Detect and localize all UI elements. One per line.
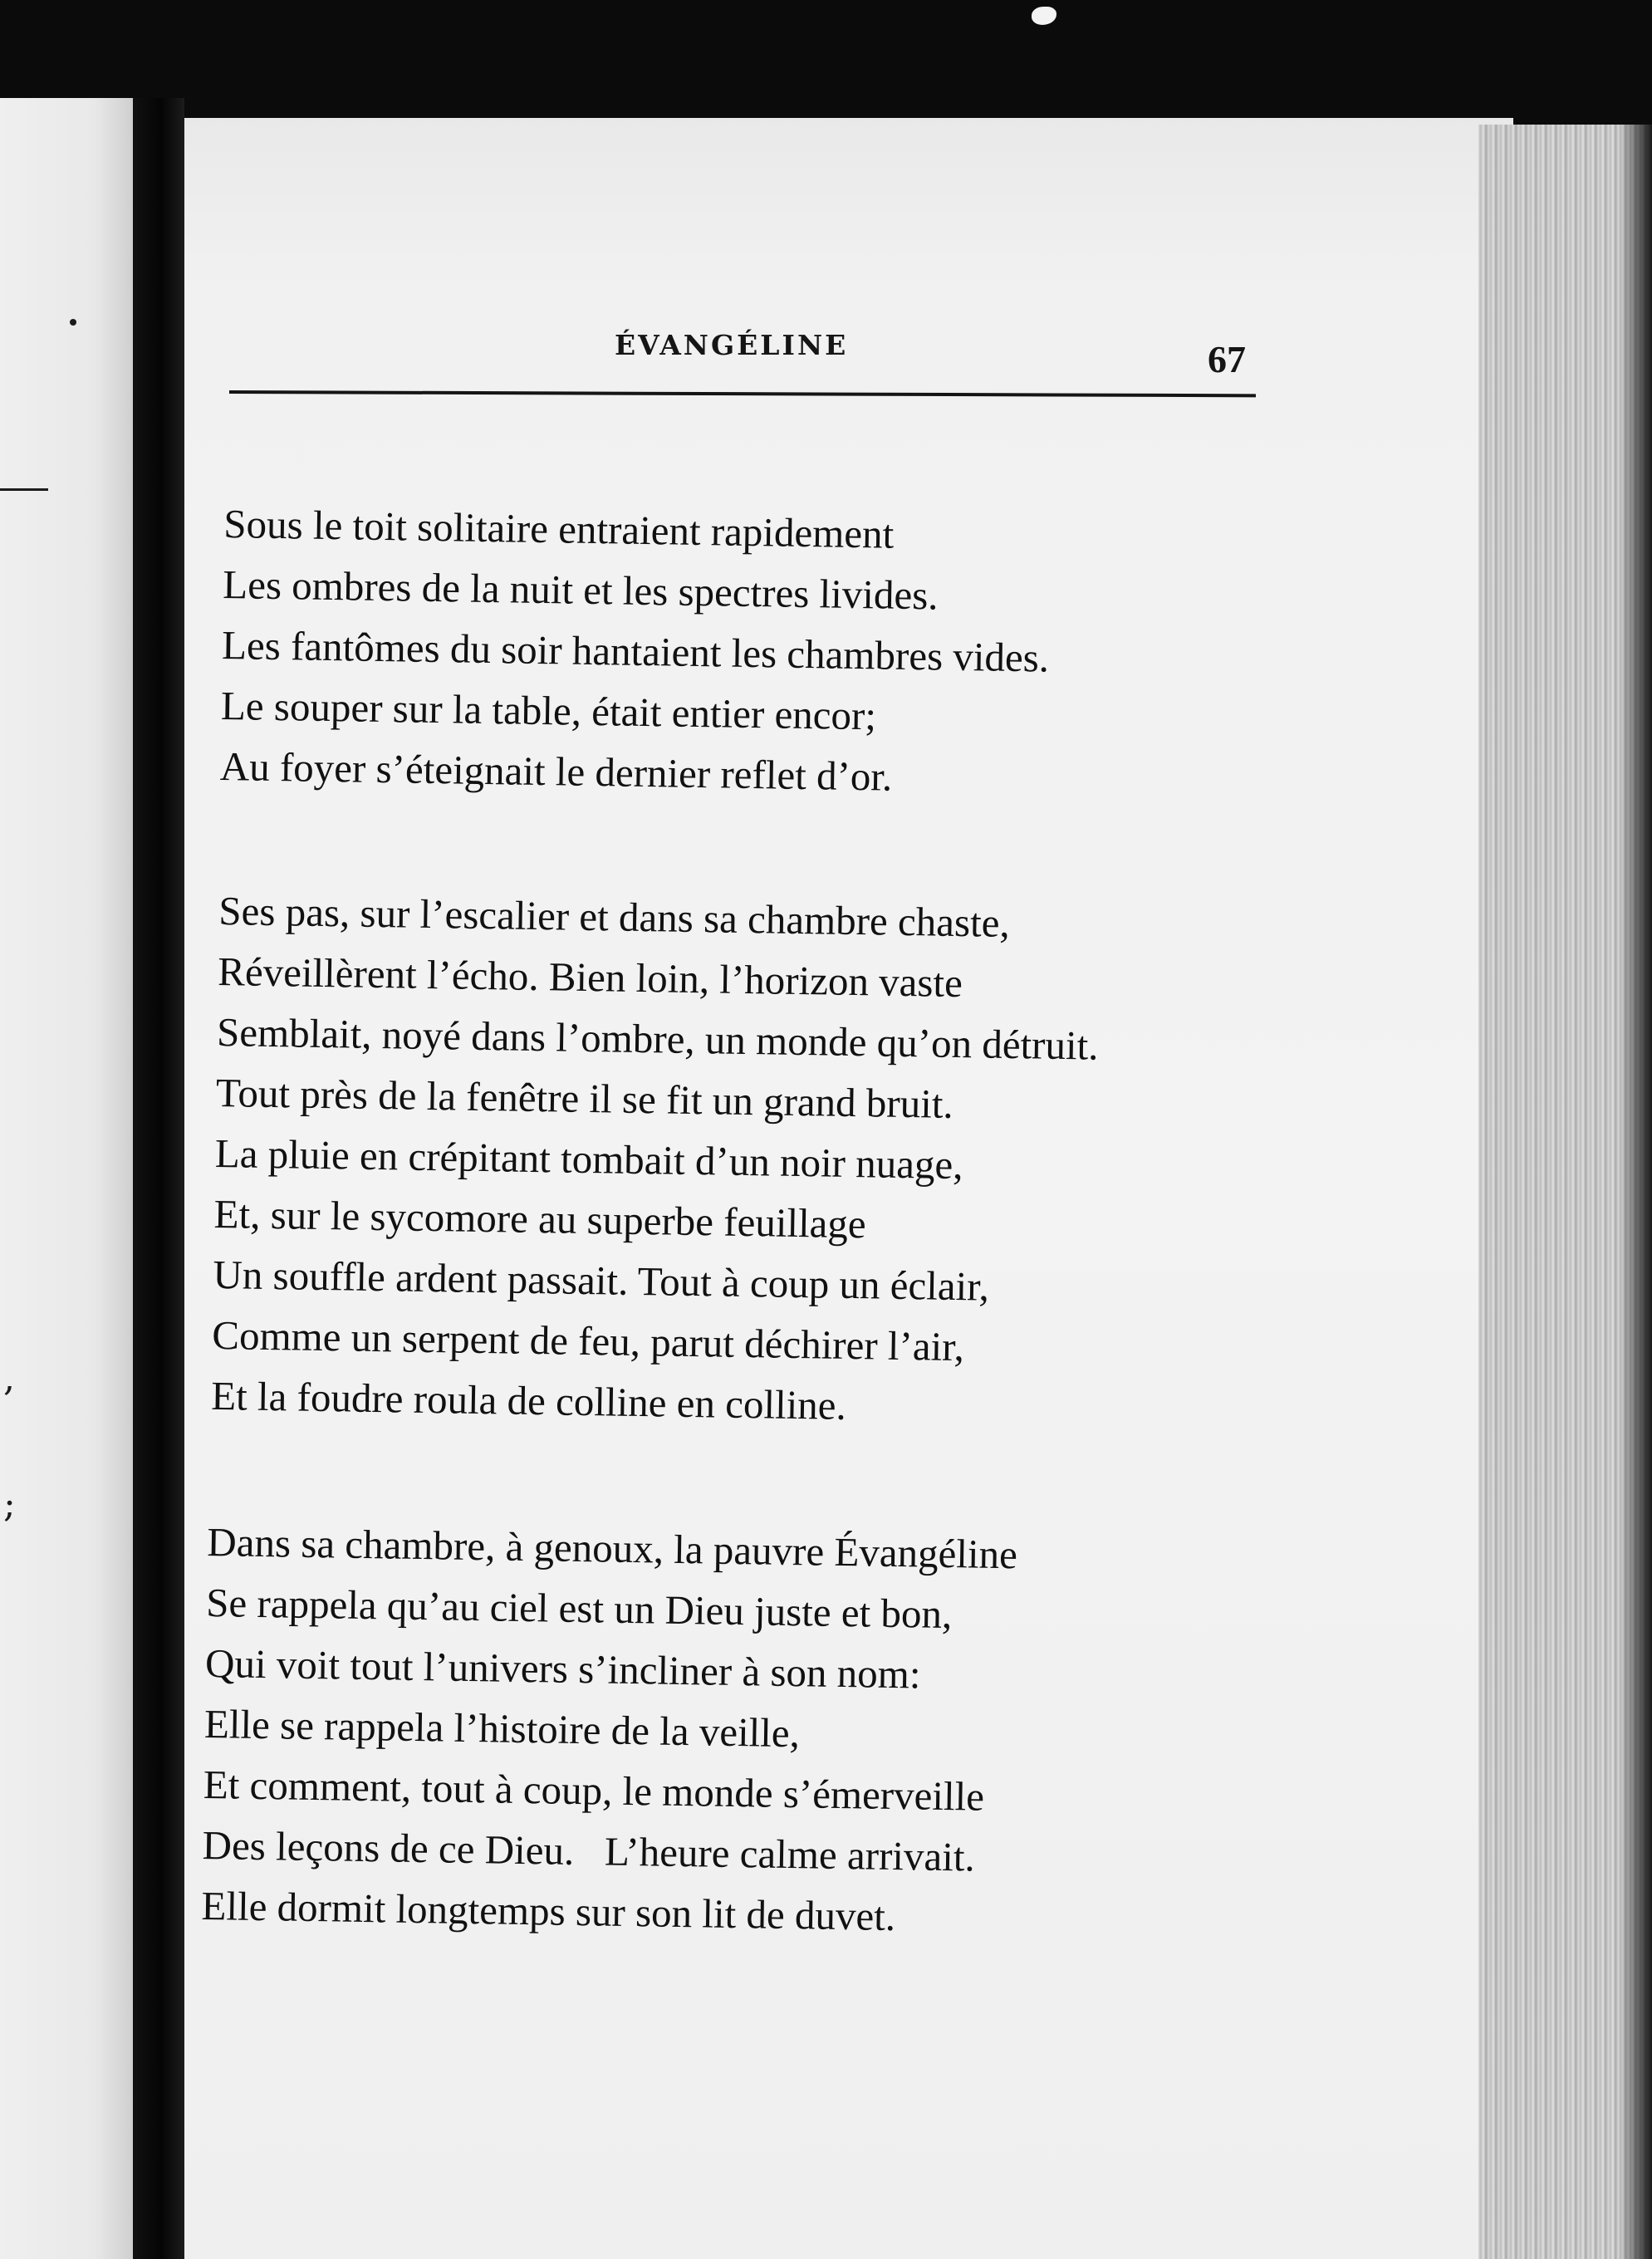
verse-line: Et la foudre roula de colline en colline. <box>210 1372 847 1428</box>
stanza <box>219 493 1051 810</box>
page-edges <box>1478 125 1652 2259</box>
verse-line: Semblait, noyé dans l’ombre, un monde qu’on détruit. <box>216 1008 1099 1069</box>
verse-line: La pluie en crépitant tombait d’un noir nuage, <box>214 1130 963 1188</box>
verse-line: Comme un serpent de feu, parut déchirer l’air, <box>211 1311 965 1370</box>
verse-line: Elle se rappela l’histoire de la veille, <box>203 1700 801 1757</box>
verse-line: Des leçons de ce Dieu. L’heure calme arrivait. <box>202 1821 976 1880</box>
verse-line: Et comment, tout à coup, le monde s’émerveille <box>203 1761 985 1820</box>
verse-line: Dans sa chambre, à genoux, la pauvre Évangéline <box>206 1518 1018 1578</box>
verse-line: Sous le toit solitaire entraient rapidement <box>223 500 895 557</box>
facing-page-mark: ; <box>3 1483 16 1526</box>
verse-line: Au foyer s’éteignait le dernier reflet d’or. <box>219 742 893 800</box>
stanza <box>211 880 1101 1440</box>
running-head: ÉVANGÉLINE <box>615 329 849 361</box>
verse-line: Le souper sur la table, était entier encor; <box>220 682 877 739</box>
verse-line: Et, sur le sycomore au superbe feuillage <box>213 1190 867 1247</box>
verse-line: Réveillèrent l’écho. Bien loin, l’horizon vaste <box>217 948 963 1007</box>
facing-page <box>0 98 133 2259</box>
verse-line: Un souffle ardent passait. Tout à coup un éclair, <box>213 1251 990 1310</box>
page-number: 67 <box>1208 338 1246 380</box>
facing-page-mark: , <box>3 1357 15 1399</box>
verse-line: Les ombres de la nuit et les spectres livides. <box>222 561 939 619</box>
verse-line: Ses pas, sur l’escalier et dans sa chambre chaste, <box>218 887 1011 946</box>
facing-page-rule <box>0 488 48 491</box>
scan-speck <box>1032 7 1056 25</box>
verse-line: Les fantômes du soir hantaient les chambres vides. <box>221 621 1050 681</box>
stanza <box>201 1512 1017 1948</box>
verse-line: Se rappela qu’au ciel est un Dieu juste et bon, <box>205 1579 953 1638</box>
verse-line: Elle dormit longtemps sur son lit de duvet. <box>201 1882 896 1940</box>
book-gutter <box>133 98 184 2259</box>
ink-speck <box>70 319 76 326</box>
verse-line: Tout près de la fenêtre il se fit un grand bruit. <box>215 1069 954 1127</box>
verse-line: Qui voit tout l’univers s’incliner à son nom: <box>204 1639 921 1698</box>
